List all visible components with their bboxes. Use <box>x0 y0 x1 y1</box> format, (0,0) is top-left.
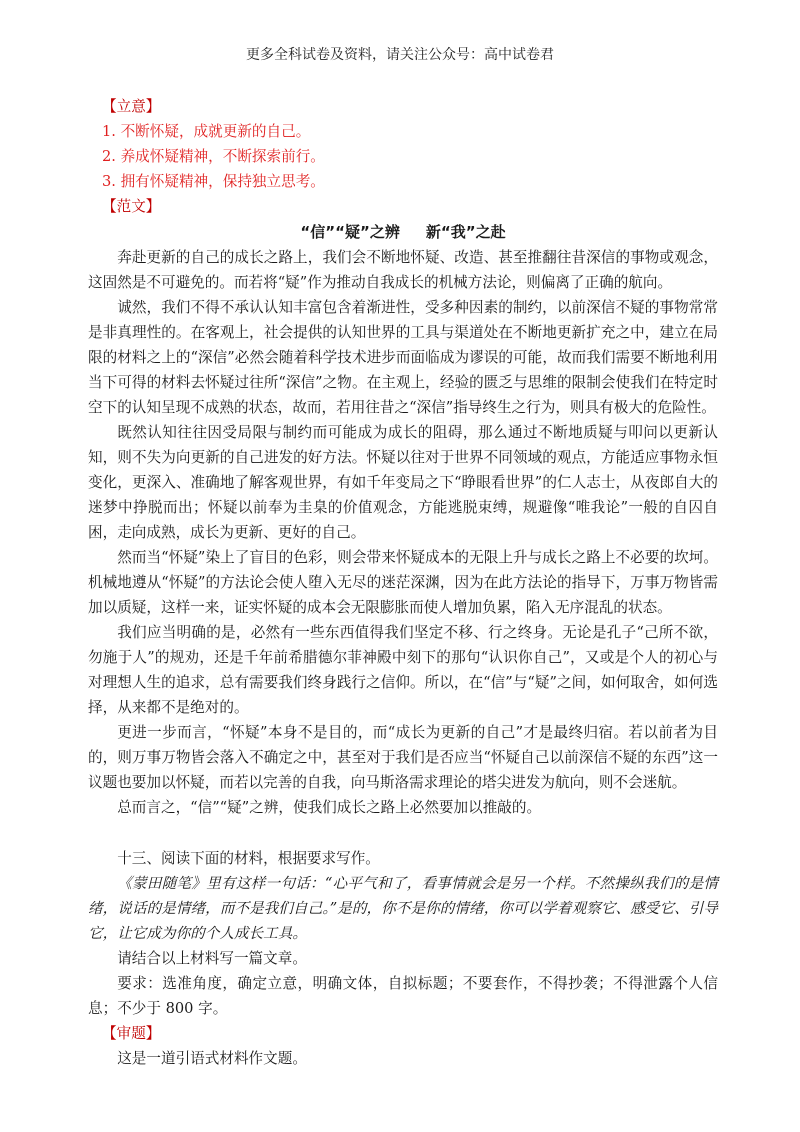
liyi-point-2: 2. 养成怀疑精神，不断探索前行。 <box>102 148 325 165</box>
essay-paragraph-6: 更进一步而言，“怀疑”本身不是目的，而“成长为更新的自己”才是最终归宿。若以前者为目的，则万事万物皆会落入不确定之中，甚至对于我们是否应当“怀疑自己以前深信不疑的东西”这一议题也要加以怀疑，而若以完善的自我，向马斯洛需求理论的塔尖进发为航向，则不会迷航。 <box>88 724 718 791</box>
essay-title-left: “信”“疑”之辨 <box>300 223 400 241</box>
question-13-instruction: 请结合以上材料写一篇文章。 <box>117 950 307 967</box>
essay-title-right: 新“我”之赴 <box>425 223 506 241</box>
essay-paragraph-7: 总而言之，“信”“疑”之辨，使我们成长之路上必然要加以推敲的。 <box>117 799 542 816</box>
shenti-tag: 【审题】 <box>102 1025 161 1042</box>
essay-paragraph-4: 然而当“怀疑”染上了盲目的色彩，则会带来怀疑成本的无限上升与成长之路上不必要的坎坷。机械地遵从“怀疑”的方法论会使人堕入无尽的迷茫深渊，因为在此方法论的指导下，万事万物皆需加以质疑，这样一来，证实怀疑的成本会无限膨胀而使人增加负累，陷入无序混乱的状态。 <box>88 549 718 616</box>
essay-paragraph-3: 既然认知往往因受局限与制约而可能成为成长的阻碍，那么通过不断地质疑与叩问以更新认知，则不失为向更新的自己进发的好方法。怀疑以往对于世界不同领域的观点，方能适应事物永恒变化，更深入、准确地了解客观世界，有如千年变局之下“睁眼看世界”的仁人志士，从夜郎自大的迷梦中挣脱而出；怀疑以前奉为圭臬的价值观念，方能逃脱束缚，规避像“唯我论”一般的自囚自困，走向成熟，成长为更新、更好的自己。 <box>88 424 718 541</box>
liyi-tag: 【立意】 <box>102 98 161 115</box>
question-13-material: 《蒙田随笔》里有这样一句话：“心平气和了，看事情就会是另一个样。不然操纵我们的是情绪，说话的是情绪，而不是我们自己。”是的，你不是你的情绪，你可以学着观察它、感受它、引导它，让它成为你的个人成长工具。 <box>88 875 718 942</box>
essay-title <box>88 219 718 245</box>
question-13-requirement: 要求：选准角度，确定立意，明确文体，自拟标题；不要套作，不得抄袭；不得泄露个人信息；不少于 800 字。 <box>88 975 718 1017</box>
essay-paragraph-2: 诚然，我们不得不承认认知丰富包含着渐进性，受多种因素的制约，以前深信不疑的事物常常是非真理性的。在客观上，社会提供的认知世界的工具与渠道处在不断地更新扩充之中，建立在局限的材料之上的“深信”必然会随着科学技术进步而面临成为谬误的可能，故而我们需要不断地利用当下可得的材料去怀疑过往所“深信”之物。在主观上，经验的匮乏与思维的限制会使我们在特定时空下的认知呈现不成熟的状态，故而，若用往昔之“深信”指导终生之行为，则具有极大的危险性。 <box>88 299 718 416</box>
page-header: 更多全科试卷及资料，请关注公众号：高中试卷君 <box>246 47 554 63</box>
fanwen-tag: 【范文】 <box>102 198 161 215</box>
liyi-point-3: 3. 拥有怀疑精神，保持独立思考。 <box>102 173 325 190</box>
liyi-point-1: 1. 不断怀疑，成就更新的自己。 <box>102 123 311 140</box>
essay-paragraph-5: 我们应当明确的是，必然有一些东西值得我们坚定不移、行之终身。无论是孔子“己所不欲，勿施于人”的规劝，还是千年前希腊德尔菲神殿中刻下的那句“认识你自己”，又或是个人的初心与对理想人生的追求，总有需要我们终身践行之信仰。所以，在“信”与“疑”之间，如何取舍，如何选择，从来都不是绝对的。 <box>88 624 718 716</box>
shenti-text: 这是一道引语式材料作文题。 <box>117 1050 307 1067</box>
document-body <box>88 94 718 1071</box>
essay-paragraph-1: 奔赴更新的自己的成长之路上，我们会不断地怀疑、改造、甚至推翻往昔深信的事物或观念，这固然是不可避免的。而若将“疑”作为推动自我成长的机械方法论，则偏离了正确的航向。 <box>88 249 718 291</box>
question-13-intro: 十三、阅读下面的材料，根据要求写作。 <box>117 850 380 867</box>
